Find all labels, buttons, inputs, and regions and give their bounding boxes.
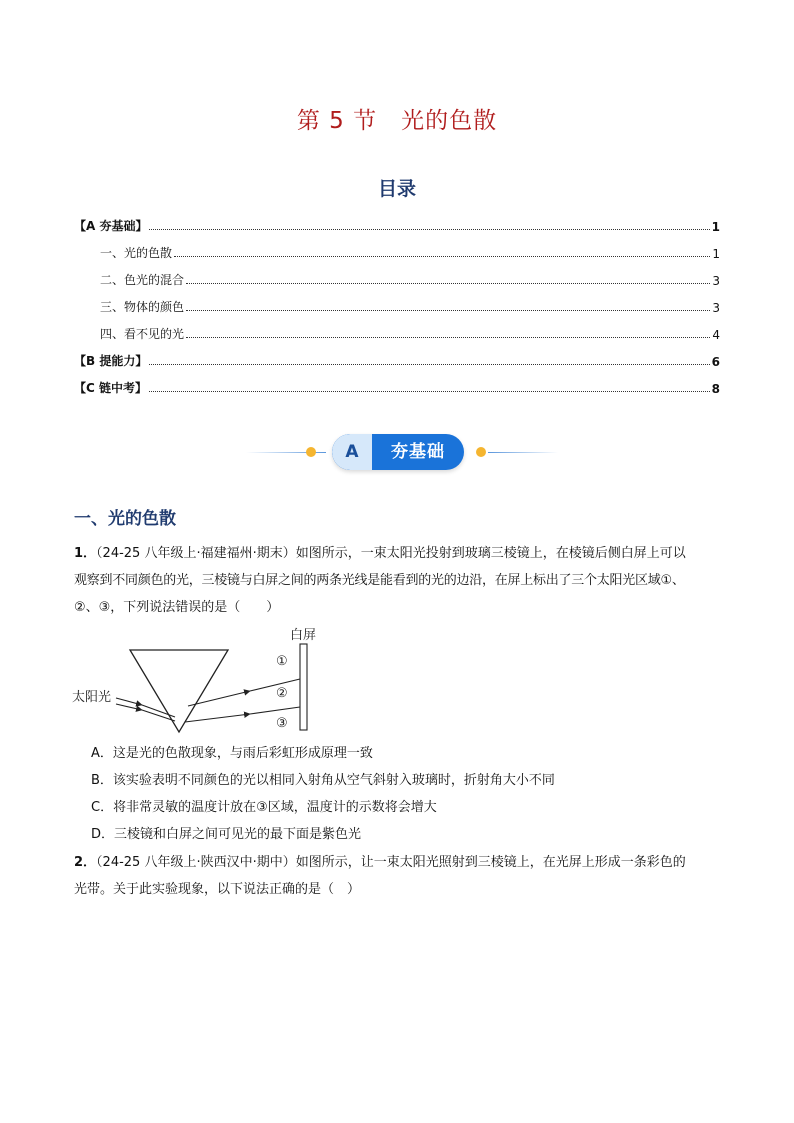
- banner-line-right: [488, 452, 558, 453]
- toc-entry-page: 4: [712, 328, 720, 342]
- toc-entry-b[interactable]: [74, 349, 720, 369]
- toc-entry-page: 3: [712, 274, 720, 288]
- toc-leader: [174, 256, 710, 257]
- question-number: 2．: [74, 855, 97, 870]
- region-2-label: ②: [276, 686, 288, 701]
- question-stem-line2: 观察到不同颜色的光，三棱镜与白屏之间的两条光线是能看到的光的边沿，在屏上标出了三个太阳光区域①、: [74, 573, 685, 588]
- toc-entry-page: 8: [711, 382, 720, 396]
- toc-entry-a[interactable]: [74, 214, 720, 234]
- toc-leader: [149, 229, 709, 230]
- section-heading: 一、光的色散: [74, 509, 176, 529]
- toc-entry-mixing[interactable]: [74, 268, 720, 288]
- toc-entry-invisible-light[interactable]: [74, 322, 720, 342]
- toc-entry-page: 6: [711, 355, 720, 369]
- question-source: （24-25 八年级上·福建福州·期末）: [96, 546, 296, 561]
- option-c[interactable]: C．将非常灵敏的温度计放在③区域，温度计的示数将会增大: [91, 800, 437, 815]
- toc-entry-label: 【B 提能力】: [74, 354, 148, 368]
- toc-entry-page: 1: [712, 247, 720, 261]
- refracted-ray-upper-ext: [250, 679, 300, 691]
- banner-dot-left: [306, 447, 316, 457]
- option-a[interactable]: A．这是光的色散现象，与雨后彩虹形成原理一致: [91, 746, 373, 761]
- banner-letter: A: [332, 434, 372, 470]
- toc-entry-c[interactable]: [74, 376, 720, 396]
- region-3-label: ③: [276, 716, 288, 731]
- section-banner: [232, 430, 562, 474]
- sunlight-label: 太阳光: [72, 690, 112, 705]
- toc-entry-dispersion[interactable]: [74, 241, 720, 261]
- sunlight-ray-2: [116, 704, 142, 710]
- toc-leader: [186, 283, 710, 284]
- white-screen-icon: [300, 644, 307, 730]
- question-source: （24-25 八年级上·陕西汉中·期中）: [96, 855, 296, 870]
- toc-entry-label: 一、光的色散: [100, 246, 173, 260]
- prism-icon: [130, 650, 228, 732]
- sunlight-ray-1: [116, 698, 142, 705]
- toc-title: 目录: [377, 178, 416, 200]
- toc-entry-label: 四、看不见的光: [100, 327, 185, 341]
- toc-entry-label: 【A 夯基础】: [74, 219, 148, 233]
- toc-leader: [149, 364, 709, 365]
- question-stem-line2: 光带。关于此实验现象，以下说法正确的是（ ）: [74, 882, 361, 897]
- toc-entry-object-color[interactable]: [74, 295, 720, 315]
- toc-entry-label: 三、物体的颜色: [100, 300, 185, 314]
- toc-entry-page: 1: [711, 220, 720, 234]
- banner-dot-right: [476, 447, 486, 457]
- toc-leader: [186, 310, 710, 311]
- toc-entry-label: 二、色光的混合: [100, 273, 185, 287]
- option-d[interactable]: D．三棱镜和白屏之间可见光的最下面是紫色光: [91, 827, 362, 842]
- question-stem-line1: 如图所示，一束太阳光投射到玻璃三棱镜上，在棱镜后侧白屏上可以: [295, 546, 686, 561]
- toc-leader: [186, 337, 710, 338]
- prism-figure: [70, 622, 340, 737]
- banner-pill: [332, 434, 464, 470]
- screen-label: 白屏: [290, 628, 317, 643]
- question-2: [74, 849, 722, 903]
- question-stem-line3: ②、③，下列说法错误的是（ ）: [74, 600, 280, 615]
- question-1: [74, 540, 722, 621]
- region-1-label: ①: [276, 654, 288, 669]
- toc-entry-label: 【C 链中考】: [74, 381, 147, 395]
- option-b[interactable]: B．该实验表明不同颜色的光以相同入射角从空气斜射入玻璃时，折射角大小不同: [91, 773, 555, 788]
- refracted-ray-lower: [185, 714, 250, 722]
- refracted-ray-lower-ext: [250, 707, 300, 714]
- toc-entry-page: 3: [712, 301, 720, 315]
- document-title: 第 5 节 光的色散: [296, 108, 498, 134]
- question-number: 1．: [74, 546, 97, 561]
- question-stem-line1: 如图所示，让一束太阳光照射到三棱镜上，在光屏上形成一条彩色的: [295, 855, 686, 870]
- toc-leader: [149, 391, 710, 392]
- banner-text: 夯基础: [391, 442, 445, 462]
- refracted-ray-upper: [188, 691, 250, 706]
